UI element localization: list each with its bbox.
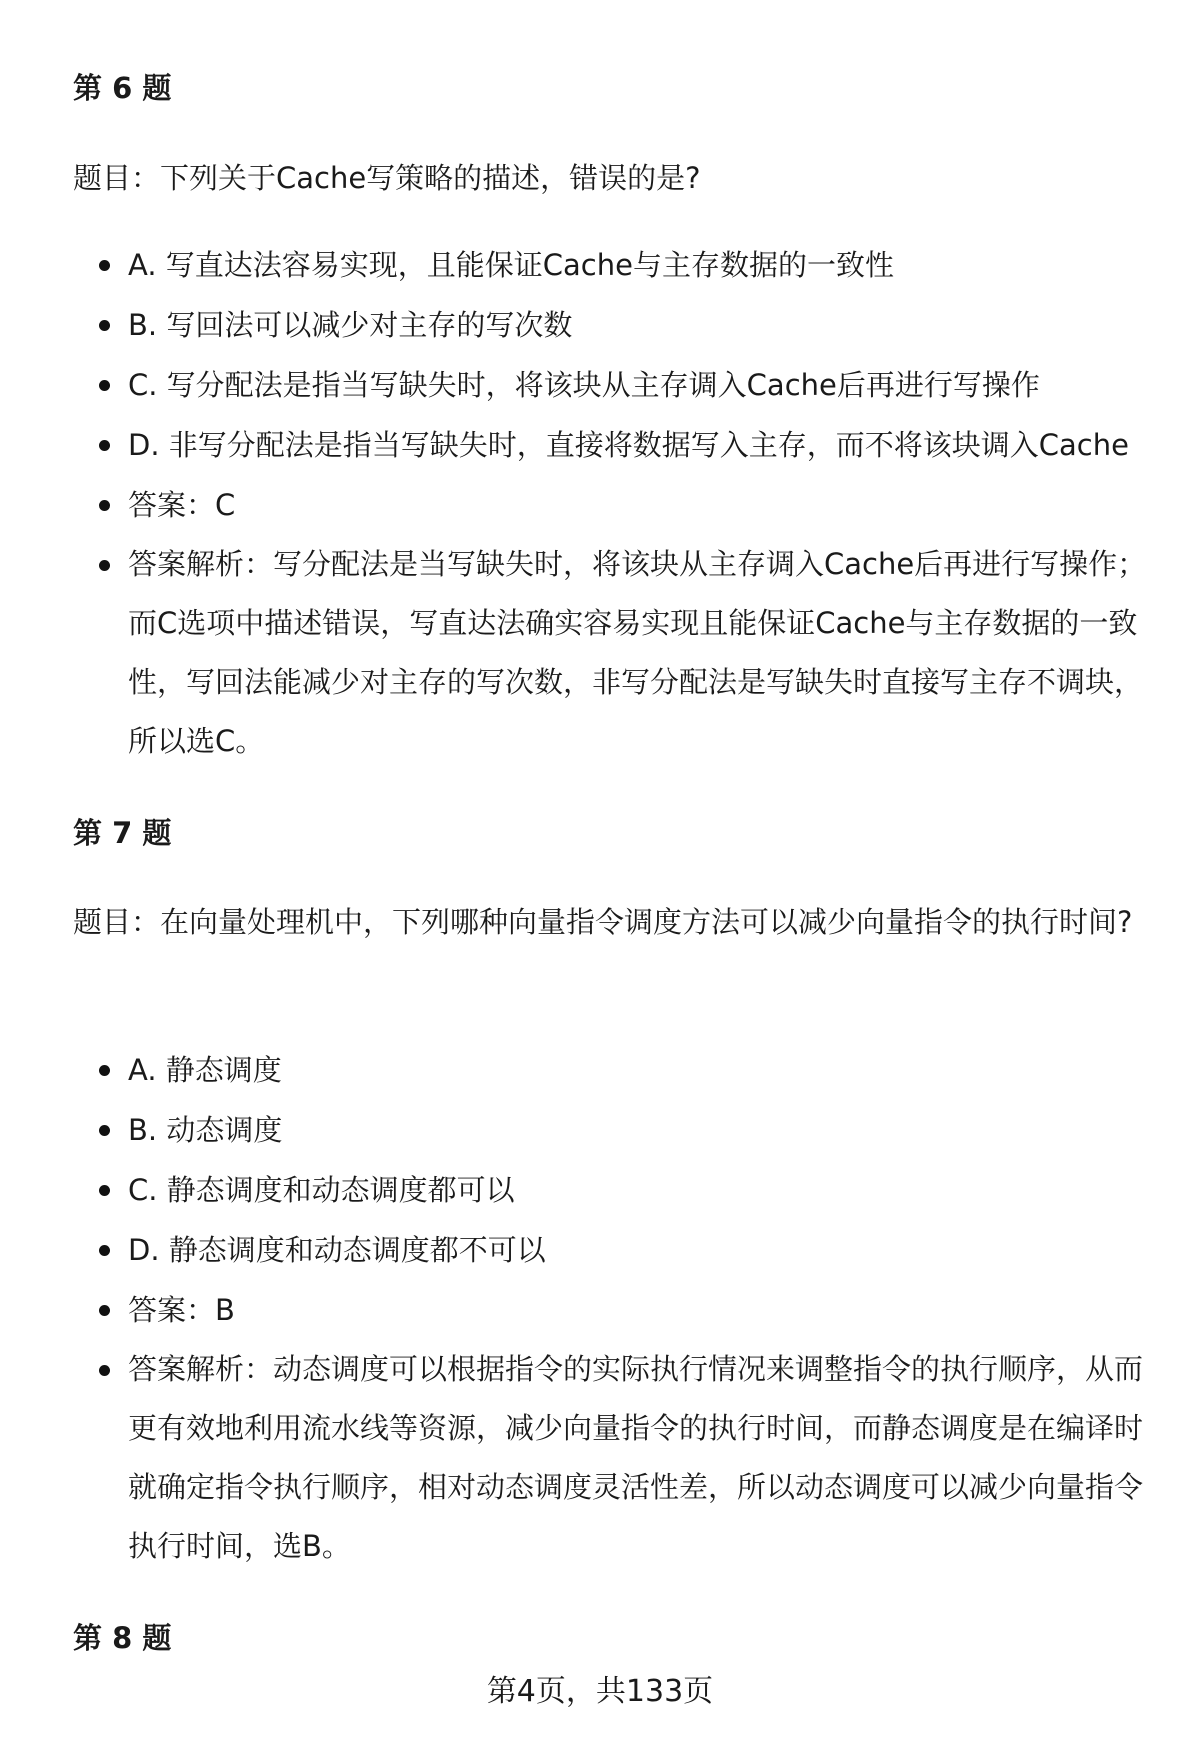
question-7-option-a: A. 静态调度 <box>0 1040 1200 1100</box>
bullet-icon <box>99 1065 110 1076</box>
question-8-heading: 第 8 题 <box>73 1621 172 1655</box>
question-6-answer: 答案：C <box>0 475 1200 535</box>
question-6-option-d: D. 非写分配法是指当写缺失时，直接将数据写入主存，而不将该块调入Cache <box>0 415 1200 475</box>
bullet-icon <box>99 380 110 391</box>
bullet-icon <box>99 1305 110 1316</box>
question-7-option-b: B. 动态调度 <box>0 1100 1200 1160</box>
bullet-icon <box>99 1245 110 1256</box>
question-7-answer: 答案：B <box>0 1280 1200 1340</box>
question-7-option-d: D. 静态调度和动态调度都不可以 <box>0 1220 1200 1280</box>
bullet-icon <box>99 1185 110 1196</box>
page-number-footer: 第4页，共133页 <box>486 1674 714 1709</box>
bullet-icon <box>99 260 110 271</box>
bullet-icon <box>99 440 110 451</box>
bullet-icon <box>99 1365 110 1376</box>
question-6-analysis: 答案解析：写分配法是当写缺失时，将该块从主存调入Cache后再进行写操作；而C选项中描述错误，写直达法确实容易实现且能保证Cache与主存数据的一致性，写回法能减少对主存的写次数，非写分配法是写缺失时直接写主存不调块，所以选C。 <box>0 535 1200 771</box>
question-7-list <box>0 1040 1200 1576</box>
question-6-list <box>0 235 1200 771</box>
question-6-option-c: C. 写分配法是指当写缺失时，将该块从主存调入Cache后再进行写操作 <box>0 355 1200 415</box>
question-7-stem: 题目：在向量处理机中，下列哪种向量指令调度方法可以减少向量指令的执行时间? <box>73 905 1133 939</box>
question-6-option-a: A. 写直达法容易实现，且能保证Cache与主存数据的一致性 <box>0 235 1200 295</box>
bullet-icon <box>99 560 110 571</box>
question-7-option-c: C. 静态调度和动态调度都可以 <box>0 1160 1200 1220</box>
question-6-option-b: B. 写回法可以减少对主存的写次数 <box>0 295 1200 355</box>
bullet-icon <box>99 1125 110 1136</box>
question-6-heading: 第 6 题 <box>73 71 172 105</box>
bullet-icon <box>99 320 110 331</box>
question-6-stem: 题目：下列关于Cache写策略的描述，错误的是? <box>73 161 701 195</box>
question-7-heading: 第 7 题 <box>73 816 172 850</box>
question-7-analysis: 答案解析：动态调度可以根据指令的实际执行情况来调整指令的执行顺序，从而更有效地利用流水线等资源，减少向量指令的执行时间，而静态调度是在编译时就确定指令执行顺序，相对动态调度灵活性差，所以动态调度可以减少向量指令执行时间，选B。 <box>0 1340 1200 1576</box>
bullet-icon <box>99 500 110 511</box>
